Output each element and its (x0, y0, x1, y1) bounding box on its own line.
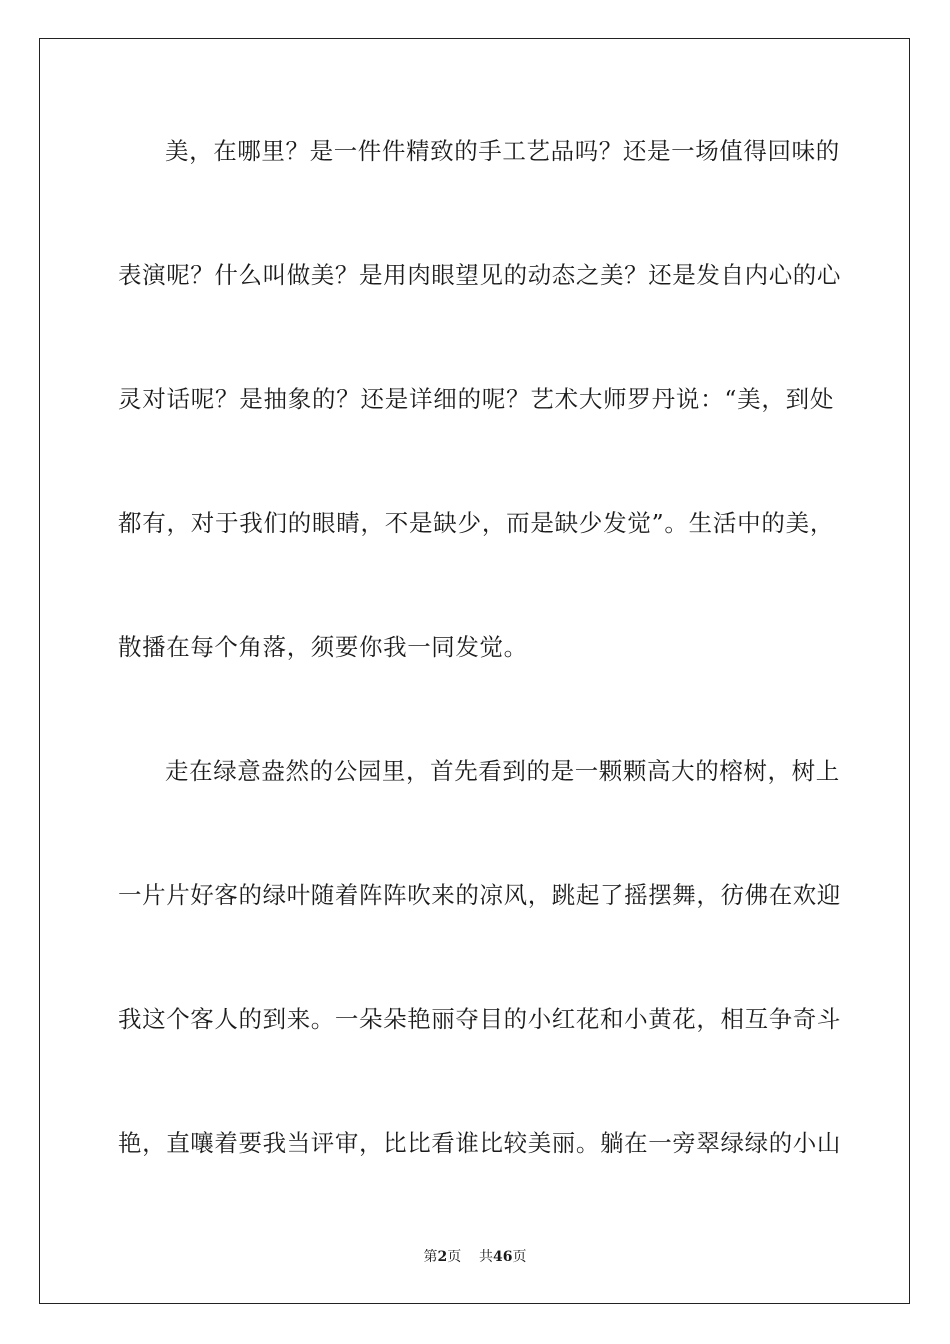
paragraph-1-line-1: 美，在哪里？是一件件精致的手工艺品吗？还是一场值得回味的 (165, 137, 840, 165)
paragraph-2-line-3: 我这个客人的到来。一朵朵艳丽夺目的小红花和小黄花，相互争奇斗 (118, 1005, 841, 1033)
paragraph-1-line-3: 灵对话呢？是抽象的？还是详细的呢？艺术大师罗丹说：“美，到处 (118, 385, 834, 413)
paragraph-2-line-4: 艳，直嚷着要我当评审，比比看谁比较美丽。躺在一旁翠绿绿的小山 (118, 1129, 841, 1157)
footer-page-number: 2 (437, 1249, 448, 1265)
footer-page-suffix: 页 (447, 1249, 462, 1265)
paragraph-1-line-5: 散播在每个角落，须要你我一同发觉。 (118, 633, 528, 661)
paragraph-2-line-2: 一片片好客的绿叶随着阵阵吹来的凉风，跳起了摇摆舞，彷佛在欢迎 (118, 881, 841, 909)
paragraph-1-line-2: 表演呢？什么叫做美？是用肉眼望见的动态之美？还是发自内心的心 (118, 261, 841, 289)
footer-total-pages: 46 (493, 1249, 513, 1265)
footer-page-prefix: 第 (423, 1249, 438, 1265)
page-footer (0, 1247, 950, 1267)
paragraph-1-line-4: 都有，对于我们的眼睛，不是缺少，而是缺少发觉”。生活中的美， (118, 509, 834, 537)
page-border (39, 38, 910, 1304)
footer-total-suffix: 页 (512, 1249, 527, 1265)
paragraph-2-line-1: 走在绿意盎然的公园里，首先看到的是一颗颗高大的榕树，树上 (165, 757, 840, 785)
footer-total-prefix: 共 (479, 1249, 494, 1265)
